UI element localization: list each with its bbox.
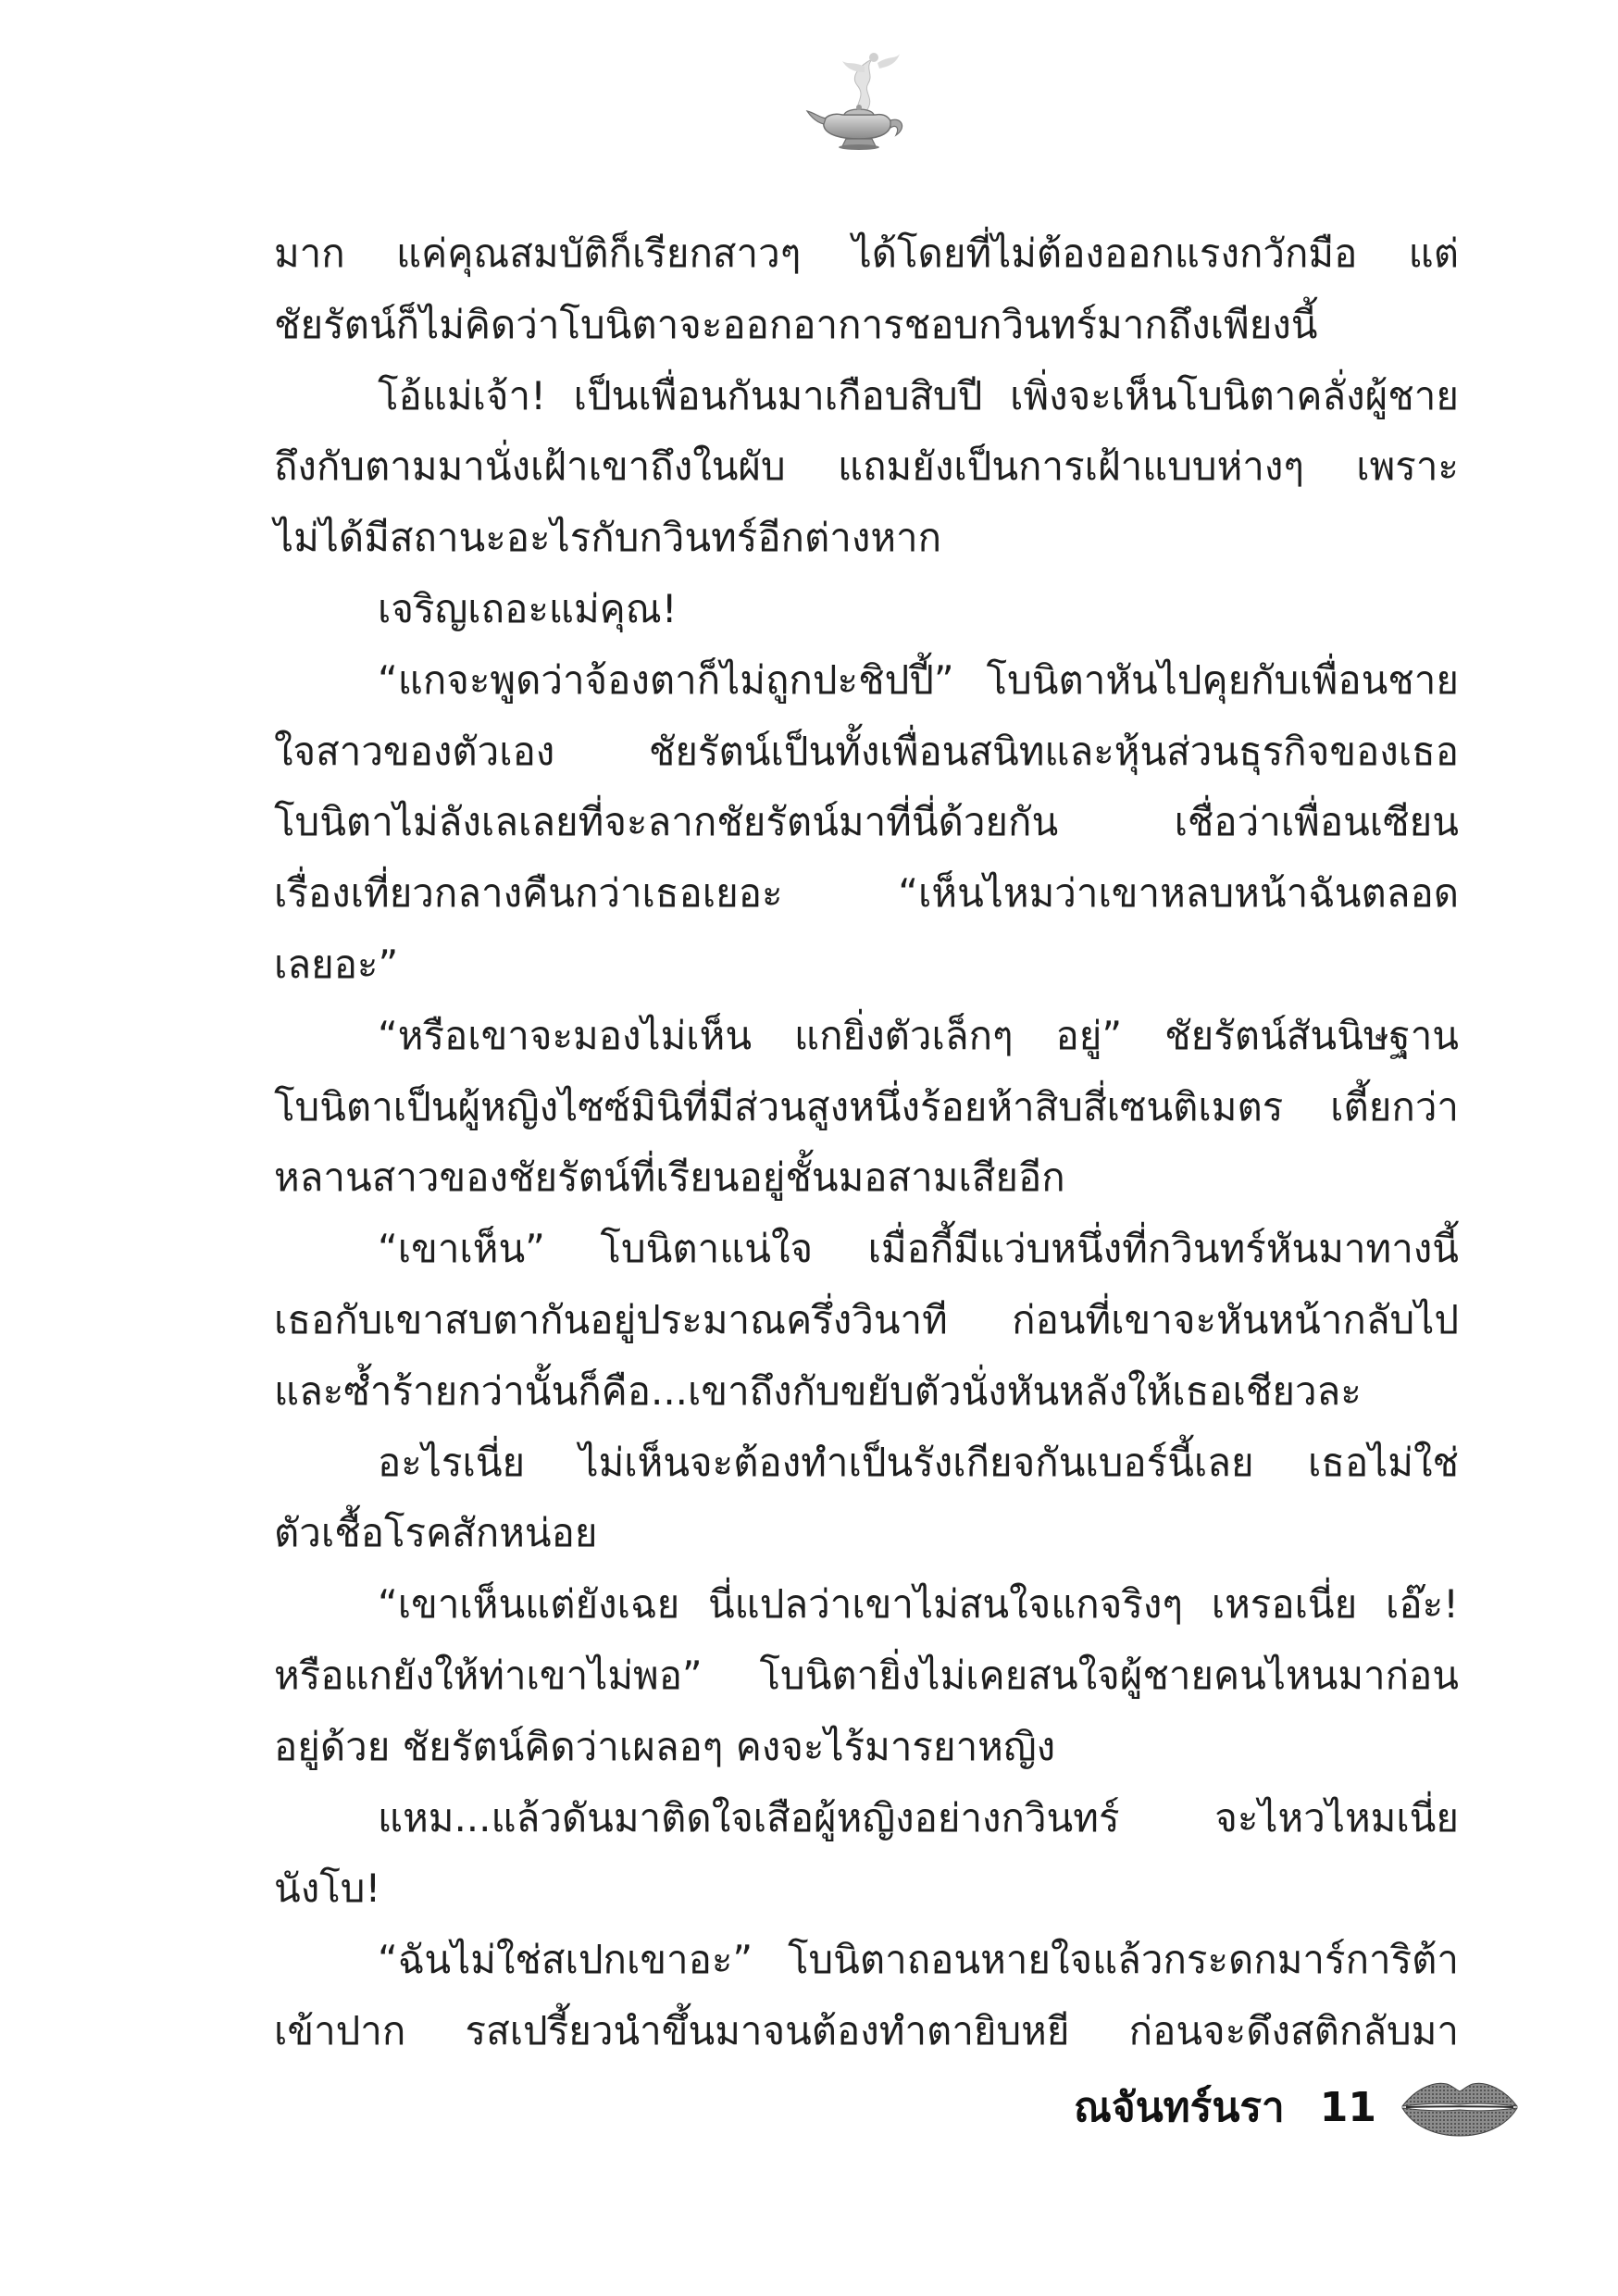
text-line: โอ้แม่เจ้า! เป็นเพื่อนกันมาเกือบสิบปี เพิ่งจะเห็นโบนิตาคลั่งผู้ชาย [378, 372, 1459, 418]
text-line: “หรือเขาจะมองไม่เห็น แกยิ่งตัวเล็กๆ อยู่” ชัยรัตน์สันนิษฐาน [378, 1012, 1459, 1058]
text-line: ใจสาวของตัวเอง ชัยรัตน์เป็นทั้งเพื่อนสนิทและหุ้นส่วนธุรกิจของเธอ [274, 728, 1459, 774]
text-line: อะไรเนี่ย ไม่เห็นจะต้องทำเป็นรังเกียจกันเบอร์นี้เลย เธอไม่ใช่ [378, 1439, 1459, 1485]
text-line: ไม่ได้มีสถานะอะไรกับกวินทร์อีกต่างหาก [274, 515, 942, 561]
genie-lamp-icon [803, 46, 915, 157]
text-line: โบนิตาไม่ลังเลเลยที่จะลากชัยรัตน์มาที่นี่ด้วยกัน เชื่อว่าเพื่อนเซียน [274, 799, 1459, 845]
text-line: ตัวเชื้อโรคสักหน่อย [274, 1510, 598, 1556]
text-line: มาก แค่คุณสมบัติก็เรียกสาวๆ ได้โดยที่ไม่ต้องออกแรงกวักมือ แต่ [274, 231, 1459, 276]
page-number: 11 [1319, 2083, 1376, 2131]
text-line: และซ้ำร้ายกว่านั้นก็คือ...เขาถึงกับขยับตัวนั่งหันหลังให้เธอเชียวละ [274, 1367, 1362, 1414]
text-line: ชัยรัตน์ก็ไม่คิดว่าโบนิตาจะออกอาการชอบกวินทร์มากถึงเพียงนี้ [274, 301, 1318, 347]
text-line: นังโบ! [274, 1866, 381, 1912]
text-line: แหม...แล้วดันมาติดใจเสือผู้หญิงอย่างกวินทร์ จะไหวไหมเนี่ย [378, 1794, 1459, 1841]
text-line: “ฉันไม่ใช่สเปกเขาอะ” โบนิตาถอนหายใจแล้วกระดกมาร์การิต้า [378, 1937, 1459, 1983]
text-line: เจริญเถอะแม่คุณ! [378, 585, 678, 631]
text-line: “เขาเห็น” โบนิตาแน่ใจ เมื่อกี้มีแว่บหนึ่งที่กวินทร์หันมาทางนี้ [378, 1226, 1459, 1272]
author-name: ณจันทร์นรา [1074, 2084, 1285, 2131]
text-line: เลยอะ” [274, 941, 399, 987]
page-footer [1074, 2070, 1521, 2144]
text-line: หรือแกยังให้ท่าเขาไม่พอ” โบนิตายิ่งไม่เคยสนใจผู้ชายคนไหนมาก่อน [274, 1652, 1459, 1698]
body-text [274, 218, 1459, 2067]
text-line: เรื่องเที่ยวกลางคืนกว่าเธอเยอะ “เห็นไหมว่าเขาหลบหน้าฉันตลอด [274, 870, 1459, 917]
text-line: อยู่ด้วย ชัยรัตน์คิดว่าเผลอๆ คงจะไร้มารยาหญิง [274, 1723, 1056, 1769]
text-line: เข้าปาก รสเปรี้ยวนำขึ้นมาจนต้องทำตายิบหยี ก่อนจะดึงสติกลับมา [274, 2007, 1459, 2053]
text-line: “เขาเห็นแต่ยังเฉย นี่แปลว่าเขาไม่สนใจแกจริงๆ เหรอเนี่ย เอ๊ะ! [378, 1581, 1459, 1628]
text-line: โบนิตาเป็นผู้หญิงไซซ์มินิที่มีส่วนสูงหนึ่งร้อยห้าสิบสี่เซนติเมตร เตี้ยกว่า [274, 1083, 1459, 1129]
lips-icon [1399, 2075, 1521, 2140]
text-line: หลานสาวของชัยรัตน์ที่เรียนอยู่ชั้นมอสามเสียอีก [274, 1154, 1065, 1201]
text-line: เธอกับเขาสบตากันอยู่ประมาณครึ่งวินาที ก่อนที่เขาจะหันหน้ากลับไป [274, 1296, 1459, 1342]
text-line: ถึงกับตามมานั่งเฝ้าเขาถึงในผับ แถมยังเป็นการเฝ้าแบบห่างๆ เพราะ [274, 443, 1459, 490]
text-line: “แกจะพูดว่าจ้องตาก็ไม่ถูกปะชิปปี้” โบนิตาหันไปคุยกับเพื่อนชาย [378, 656, 1459, 703]
